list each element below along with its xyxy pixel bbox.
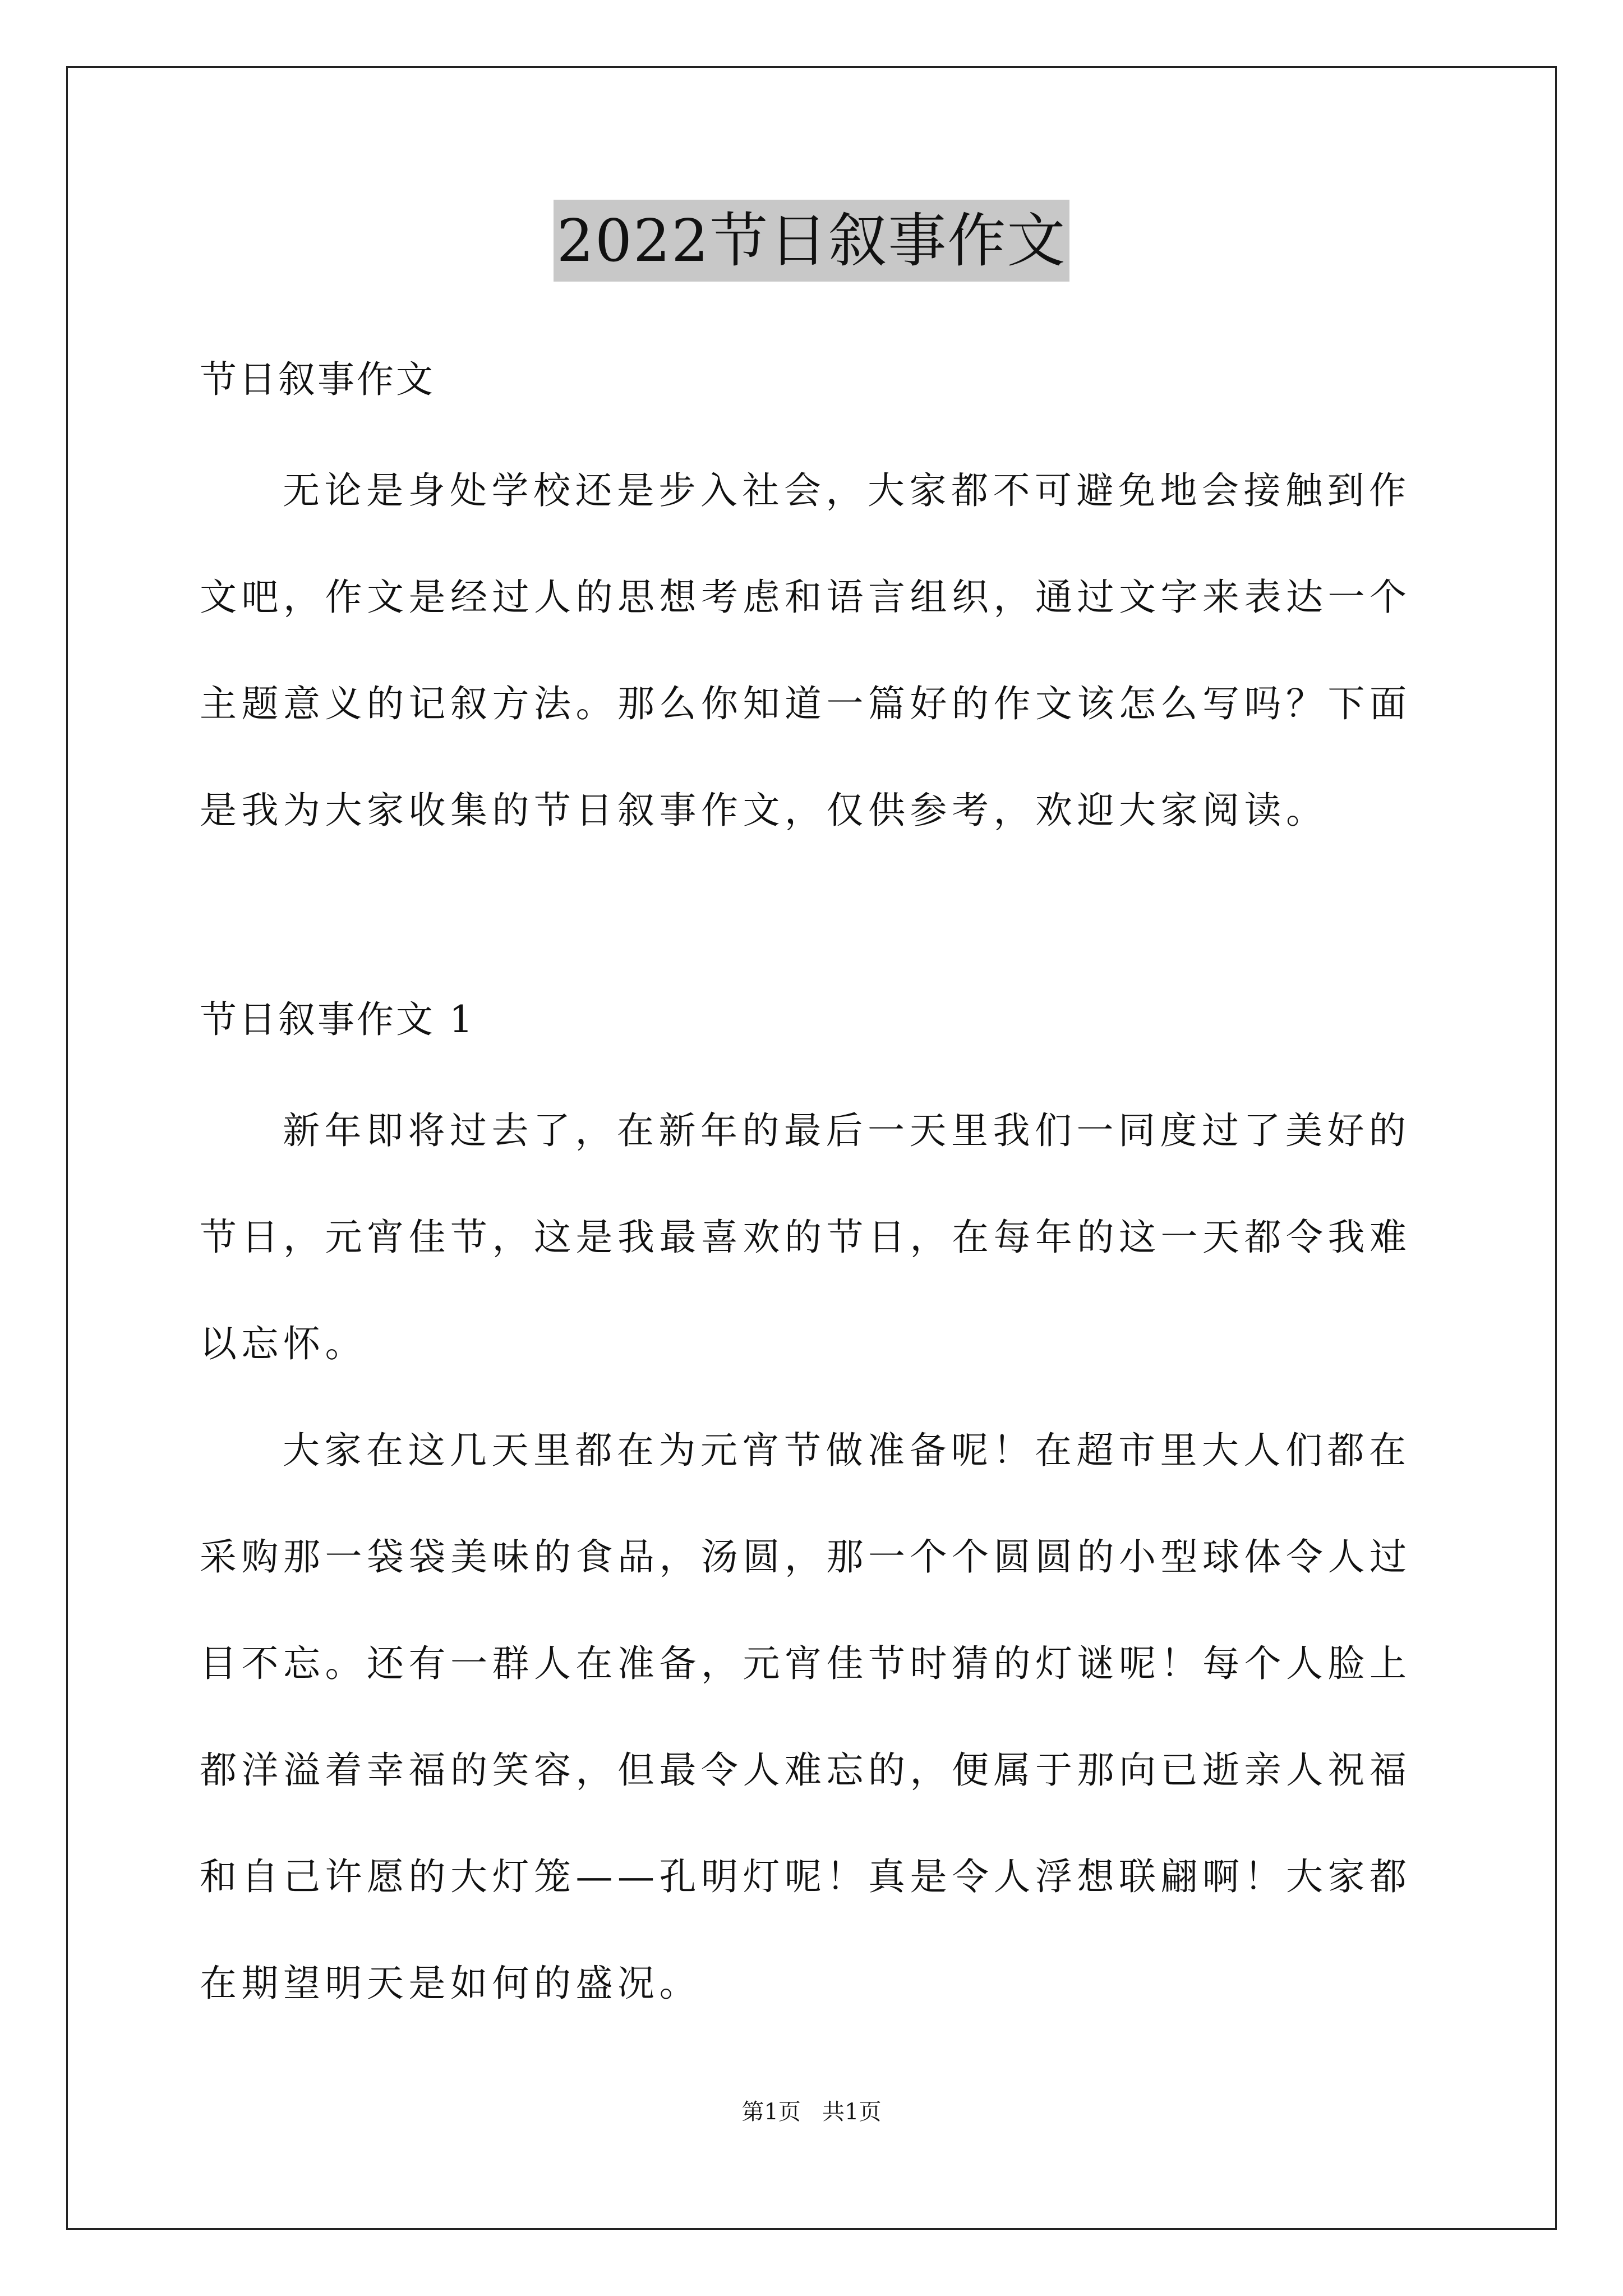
section-1-paragraph-1: 新年即将过去了，在新年的最后一天里我们一同度过了美好的节日，元宵佳节，这是我最喜欢的节日，在每年的这一天都令我难以忘怀。 [200,1109,1412,1365]
title-container [0,200,1623,282]
section-1-heading: 节日叙事作文 1 [200,998,475,1041]
intro-paragraph: 无论是身处学校还是步入社会，大家都不可避免地会接触到作文吧，作文是经过人的思想考虑和语言组织，通过文字来表达一个主题意义的记叙方法。那么你知道一篇好的作文该怎么写吗？下面是我为大家收集的节日叙事作文，仅供参考，欢迎大家阅读。 [200,469,1412,832]
section-1-paragraph-2: 大家在这几天里都在为元宵节做准备呢！在超市里大人们都在采购那一袋袋美味的食品，汤圆，那一个个圆圆的小型球体令人过目不忘。还有一群人在准备，元宵佳节时猜的灯谜呢！每个人脸上都洋溢着幸福的笑容，但最令人难忘的，便属于那向已逝亲人祝福和自己许愿的大灯笼——孔明灯呢！真是令人浮想联翩啊！大家都在期望明天是如何的盛况。 [200,1429,1412,2005]
document-title: 2022节日叙事作文 [554,200,1070,282]
page-number-footer: 第1页 共1页 [741,2099,882,2125]
intro-heading: 节日叙事作文 [200,358,435,401]
